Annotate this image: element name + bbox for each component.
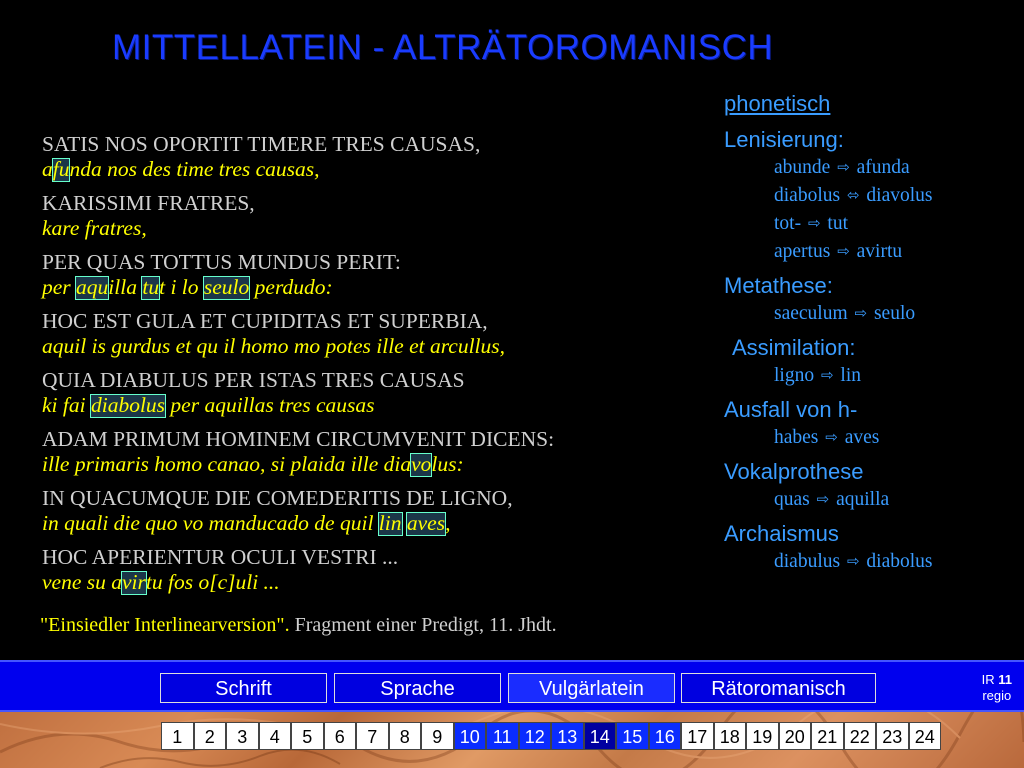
romansh-line: aquil is gurdus et qu il homo mo potes ille et arcullus,: [42, 333, 506, 358]
arrow-right-icon: ⇨: [820, 368, 834, 384]
assimilation-heading: Assimilation:: [732, 335, 856, 360]
rule-item: apertus ⇨ avirtu: [724, 238, 1020, 266]
page-link[interactable]: 3: [226, 722, 259, 750]
latin-line: IN QUACUMQUE DIE COMEDERITIS DE LIGNO,: [42, 486, 513, 510]
arrow-right-icon: ⇨: [837, 160, 850, 176]
romansh-line: ki fai diabolus per aquillas tres causas: [42, 391, 732, 421]
nav-vulgaerlatein-button[interactable]: Vulgärlatein: [508, 673, 675, 703]
rule-item: diabolus ⬄ diavolus: [724, 182, 1020, 210]
highlight-box: seulo: [203, 274, 250, 299]
romansh-line: kare fratres,: [42, 215, 147, 240]
latin-line: QUIA DIABULUS PER ISTAS TRES CAUSAS: [42, 368, 465, 392]
rule-item: tot- ⇨ tut: [724, 210, 1020, 238]
latin-line: PER QUAS TOTTUS MUNDUS PERIT:: [42, 250, 401, 274]
page-link[interactable]: 4: [259, 722, 292, 750]
highlight-box: aqu: [76, 274, 109, 299]
nav-sprache-button[interactable]: Sprache: [334, 673, 501, 703]
latin-line: SATIS NOS OPORTIT TIMERE TRES CAUSAS,: [42, 132, 481, 156]
lenisierung-heading: Lenisierung:: [724, 127, 844, 152]
highlight-box: vir: [122, 569, 146, 594]
highlight-box: aves: [406, 510, 446, 535]
slide-title: MITTELLATEIN - ALTRÄTOROMANISCH: [112, 28, 774, 67]
page-link[interactable]: 22: [844, 722, 877, 750]
page-navigator: [161, 722, 941, 750]
page-link-current[interactable]: 14: [584, 722, 617, 750]
nav-schrift-button[interactable]: Schrift: [160, 673, 327, 703]
page-link[interactable]: 17: [681, 722, 714, 750]
rule-item: ligno ⇨ lin: [724, 362, 1020, 390]
page-link[interactable]: 18: [714, 722, 747, 750]
highlight-box: vo: [411, 451, 432, 476]
highlight-box: fu: [52, 156, 70, 181]
page-link[interactable]: 2: [194, 722, 227, 750]
arrow-right-icon: ⇨: [816, 492, 830, 508]
romansh-line: a funda nos des time tres causas,: [42, 155, 732, 185]
page-link[interactable]: 10: [454, 722, 487, 750]
arrow-right-icon: ⇨: [846, 554, 860, 570]
arrow-right-icon: ⇨: [807, 216, 821, 232]
interlinear-text: [42, 130, 732, 602]
rule-item: saeculum ⇨ seulo: [724, 300, 1020, 328]
page-link[interactable]: 7: [356, 722, 389, 750]
latin-line: ADAM PRIMUM HOMINEM CIRCUMVENIT DICENS:: [42, 427, 555, 451]
section-nav-bar: [0, 660, 1024, 712]
highlight-box: diabolus: [90, 392, 166, 417]
rule-item: abunde ⇨ afunda: [724, 154, 1020, 182]
romansh-line: in quali die quo vo manducado de quil lin aves,: [42, 509, 732, 539]
page-link[interactable]: 19: [746, 722, 779, 750]
page-link[interactable]: 24: [909, 722, 942, 750]
page-link[interactable]: 9: [421, 722, 454, 750]
nav-raetoromanisch-button[interactable]: Rätoromanisch: [681, 673, 876, 703]
rule-item: quas ⇨ aquilla: [724, 486, 1020, 514]
rule-item: habes ⇨ aves: [724, 424, 1020, 452]
arrow-right-icon: ⇨: [854, 306, 868, 322]
romansh-line: ille primaris homo canao, si plaida ille dia volus:: [42, 450, 732, 480]
page-link[interactable]: 13: [551, 722, 584, 750]
page-link[interactable]: 16: [649, 722, 682, 750]
highlight-box: tu: [142, 274, 160, 299]
page-link[interactable]: 23: [876, 722, 909, 750]
romansh-line: vene su a virtu fos o[c]uli ...: [42, 568, 732, 598]
arrow-right-icon: ⇨: [837, 244, 850, 260]
page-link[interactable]: 11: [486, 722, 519, 750]
metathese-heading: Metathese:: [724, 273, 833, 298]
romansh-line: per aquilla tut i lo seulo perdudo:: [42, 273, 732, 303]
latin-line: HOC APERIENTUR OCULI VESTRI ...: [42, 545, 399, 569]
arrow-both-icon: ⬄: [846, 188, 860, 204]
ausfall-heading: Ausfall von h-: [724, 397, 858, 422]
page-link[interactable]: 12: [519, 722, 552, 750]
slide-id-label: IR 11 regio: [981, 672, 1012, 703]
page-link[interactable]: 6: [324, 722, 357, 750]
vokalprothese-heading: Vokalprothese: [724, 459, 864, 484]
latin-line: HOC EST GULA ET CUPIDITAS ET SUPERBIA,: [42, 309, 488, 333]
page-link[interactable]: 20: [779, 722, 812, 750]
source-caption: "Einsiedler Interlinearversion". Fragment einer Predigt, 11. Jhdt.: [40, 614, 557, 636]
highlight-box: lin: [378, 510, 402, 535]
latin-line: KARISSIMI FRATRES,: [42, 191, 255, 215]
page-link[interactable]: 8: [389, 722, 422, 750]
page-link[interactable]: 15: [616, 722, 649, 750]
page-link[interactable]: 5: [291, 722, 324, 750]
arrow-right-icon: ⇨: [825, 430, 838, 446]
sound-change-panel: [724, 90, 1020, 576]
rule-item: diabulus ⇨ diabolus: [724, 548, 1020, 576]
page-link[interactable]: 21: [811, 722, 844, 750]
archaismus-heading: Archaismus: [724, 521, 839, 546]
page-link[interactable]: 1: [161, 722, 194, 750]
phonetisch-link[interactable]: phonetisch: [724, 91, 831, 116]
